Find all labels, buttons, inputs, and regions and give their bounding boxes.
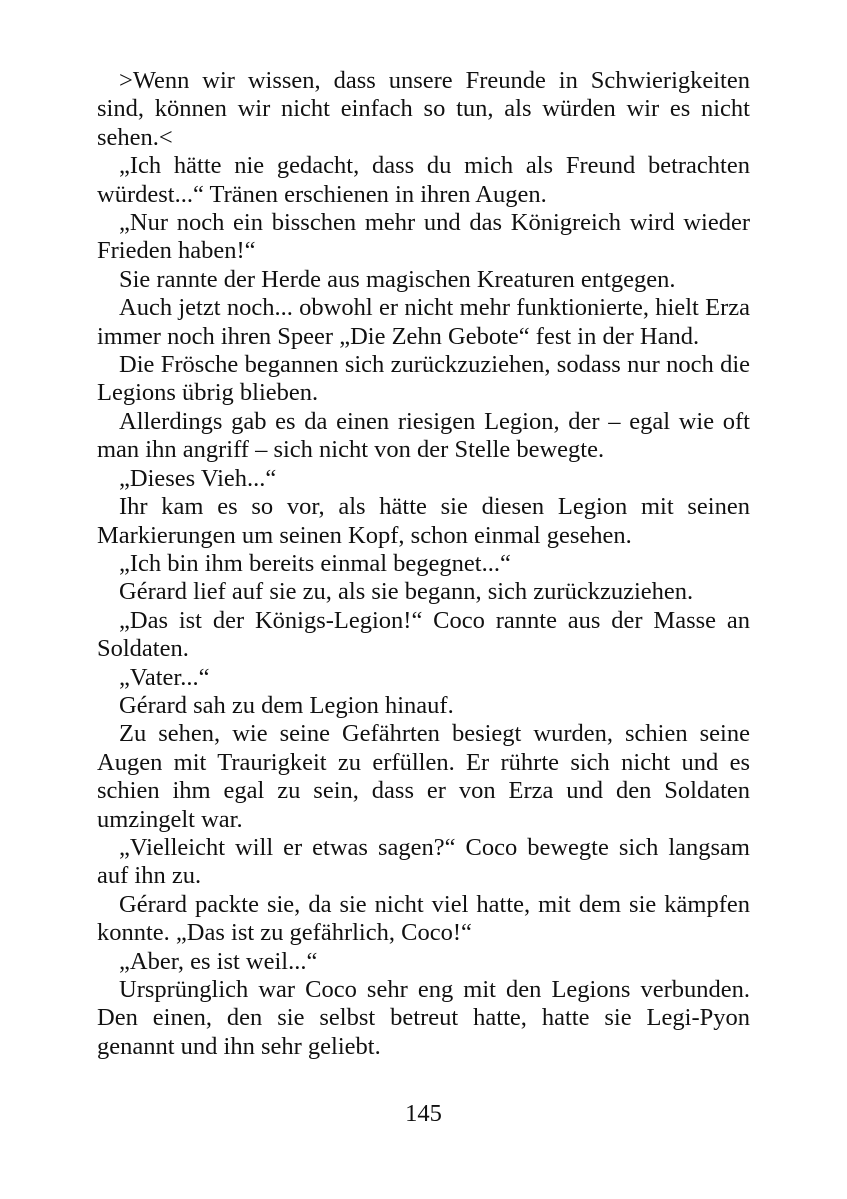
body-text	[97, 67, 750, 1061]
paragraph: Gérard packte sie, da sie nicht viel hatte, mit dem sie kämpfen konnte. „Das ist zu gefährlich, Coco!“	[97, 890, 750, 947]
paragraph: Ursprünglich war Coco sehr eng mit den Legions verbunden. Den einen, den sie selbst betreut hatte, hatte sie Legi-Pyon genannt und ihn sehr geliebt.	[97, 976, 750, 1060]
page-number: 145	[405, 1100, 442, 1127]
paragraph: >Wenn wir wissen, dass unsere Freunde in Schwierigkeiten sind, können wir nicht einfach so tun, als würden wir es nicht sehen.<	[97, 67, 750, 151]
paragraph: Ihr kam es so vor, als hätte sie diesen Legion mit seinen Markierungen um seinen Kopf, schon einmal gesehen.	[97, 493, 750, 549]
paragraph: Auch jetzt noch... obwohl er nicht mehr funktionierte, hielt Erza immer noch ihren Speer „Die Zehn Gebote“ fest in der Hand.	[97, 294, 750, 350]
paragraph: Sie rannte der Herde aus magischen Kreaturen entgegen.	[119, 265, 676, 293]
paragraph: „Aber, es ist weil...“	[119, 947, 318, 975]
paragraph: „Ich hätte nie gedacht, dass du mich als Freund betrachten würdest...“ Tränen erschienen in ihren Augen.	[97, 152, 750, 208]
paragraph: „Dieses Vieh...“	[119, 464, 277, 492]
paragraph: „Nur noch ein bisschen mehr und das Königreich wird wieder Frieden haben!“	[97, 209, 750, 265]
paragraph: „Ich bin ihm bereits einmal begegnet...“	[119, 549, 511, 577]
paragraph: Zu sehen, wie seine Gefährten besiegt wurden, schien seine Augen mit Traurigkeit zu erfüllen. Er rührte sich nicht und es schien ihm egal zu sein, dass er von Erza und den Soldaten umzingelt war.	[97, 720, 750, 833]
paragraph: „Das ist der Königs-Legion!“ Coco rannte aus der Masse an Soldaten.	[97, 606, 750, 663]
paragraph: „Vielleicht will er etwas sagen?“ Coco bewegte sich langsam auf ihn zu.	[97, 833, 750, 890]
paragraph: Gérard sah zu dem Legion hinauf.	[119, 691, 454, 719]
paragraph: Die Frösche begannen sich zurückzuziehen, sodass nur noch die Legions übrig blieben.	[97, 351, 750, 407]
paragraph: Allerdings gab es da einen riesigen Legion, der – egal wie oft man ihn angriff – sich nicht von der Stelle bewegte.	[97, 407, 750, 464]
paragraph: „Vater...“	[119, 663, 210, 691]
paragraph: Gérard lief auf sie zu, als sie begann, sich zurückzuziehen.	[119, 578, 694, 606]
